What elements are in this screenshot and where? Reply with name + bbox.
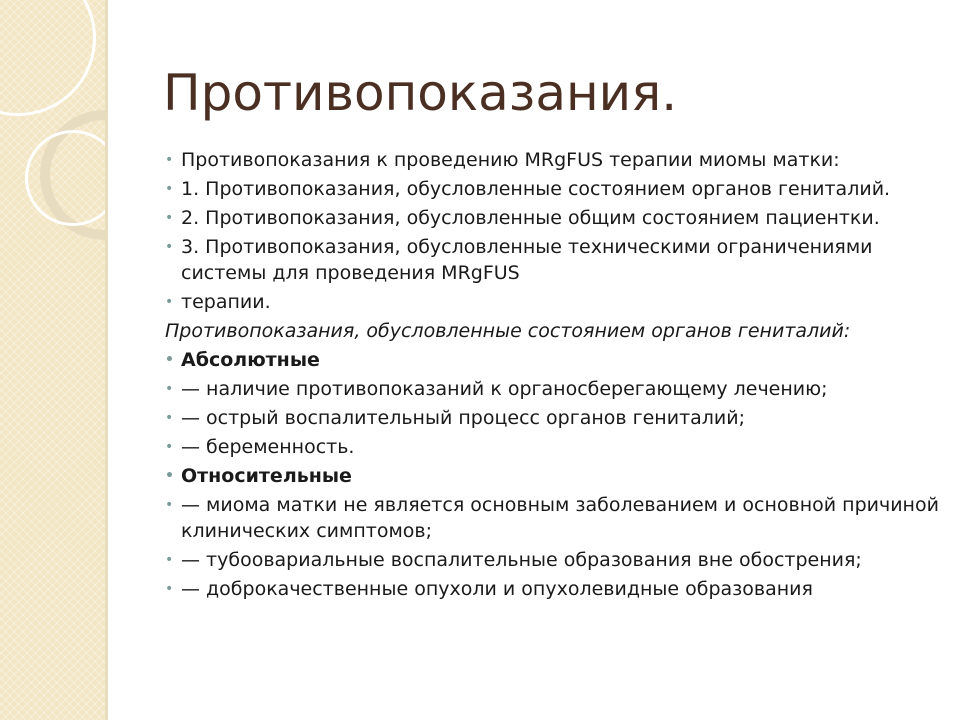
list-item-text: — доброкачественные опухоли и опухолевидные образования bbox=[181, 578, 813, 600]
list-item bbox=[163, 234, 953, 286]
bullet-icon: • bbox=[165, 439, 174, 455]
list-item bbox=[163, 463, 953, 489]
list-item-text: 1. Противопоказания, обусловленные состоянием органов гениталий. bbox=[181, 178, 891, 200]
decorative-ring bbox=[25, 130, 105, 226]
list-item bbox=[163, 176, 953, 202]
section-heading: Противопоказания, обусловленные состоянием органов гениталий: bbox=[165, 320, 851, 342]
bullet-icon: • bbox=[165, 410, 174, 426]
list-item bbox=[163, 147, 953, 173]
decorative-sidebar bbox=[0, 0, 105, 720]
bullet-icon: • bbox=[165, 468, 174, 484]
bullet-icon: • bbox=[165, 497, 174, 513]
sidebar-edge bbox=[105, 0, 108, 720]
list-item-text: 2. Противопоказания, обусловленные общим состоянием пациентки. bbox=[181, 207, 880, 229]
slide-title: Противопоказания. bbox=[163, 64, 678, 122]
bullet-icon: • bbox=[165, 552, 174, 568]
bullet-icon: • bbox=[165, 239, 174, 255]
list-item bbox=[163, 492, 953, 544]
list-item-text: — тубоовариальные воспалительные образования вне обострения; bbox=[181, 549, 862, 571]
bullet-icon: • bbox=[165, 181, 174, 197]
list-item bbox=[163, 405, 953, 431]
list-item-text: терапии. bbox=[181, 291, 271, 313]
list-item bbox=[163, 547, 953, 573]
list-item-text: Противопоказания к проведению MRgFUS терапии миомы матки: bbox=[181, 149, 840, 171]
list-item-text: — миома матки не является основным заболеванием и основной причиной клинических симптомов; bbox=[181, 494, 939, 542]
list-item bbox=[163, 347, 953, 373]
bullet-icon: • bbox=[165, 152, 174, 168]
slide-content bbox=[163, 147, 953, 605]
bullet-icon: • bbox=[165, 381, 174, 397]
bullet-icon: • bbox=[165, 581, 174, 597]
decorative-ring bbox=[0, 0, 96, 116]
list-item bbox=[163, 205, 953, 231]
list-item-text: Абсолютные bbox=[181, 349, 320, 371]
list-item-text: — беременность. bbox=[181, 436, 355, 458]
list-item bbox=[163, 434, 953, 460]
list-item bbox=[163, 576, 953, 602]
list-item-text: Относительные bbox=[181, 465, 352, 487]
list-item-text: 3. Противопоказания, обусловленные техническими ограничениями системы для проведения MRgFUS bbox=[181, 236, 873, 284]
bullet-icon: • bbox=[165, 352, 174, 368]
bullet-icon: • bbox=[165, 210, 174, 226]
list-item bbox=[163, 289, 953, 315]
bullet-icon: • bbox=[165, 294, 174, 310]
list-item bbox=[163, 376, 953, 402]
list-item-text: — острый воспалительный процесс органов гениталий; bbox=[181, 407, 746, 429]
list-item-text: — наличие противопоказаний к органосберегающему лечению; bbox=[181, 378, 828, 400]
